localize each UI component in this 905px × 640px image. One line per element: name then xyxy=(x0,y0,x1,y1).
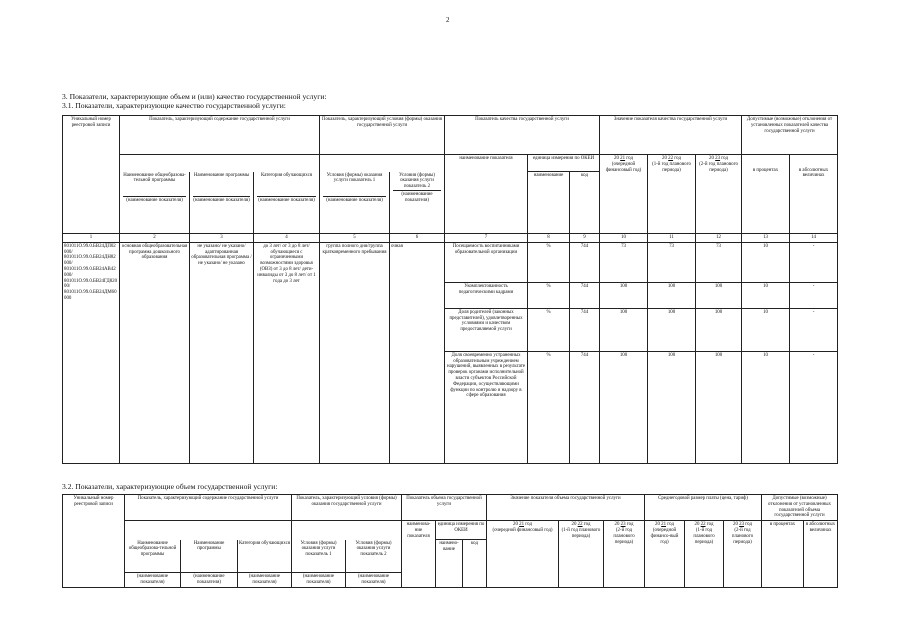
t2-header-volume: Показатель объема государственной услуги xyxy=(402,495,487,521)
table-row xyxy=(63,242,838,282)
section-3-1-title: 3.1. Показатели, характеризующие качество государственной услуги: xyxy=(62,101,286,110)
indicator-code: 744 xyxy=(570,351,600,463)
indicator-v2: 73 xyxy=(648,242,696,282)
t1-header-c5: Условия (формы) оказания услуги показатель 2 (наименование показателя) xyxy=(390,172,445,234)
indicator-unit: % xyxy=(528,308,570,351)
indicator-abs: - xyxy=(790,242,838,282)
indicator-abs: - xyxy=(790,351,838,463)
t2-header-v-year3: 20 23 год (2-й год планового периода) xyxy=(604,521,645,588)
t1-header-conditions: Показатель, характеризующий условия (формы) оказания государственной услуги xyxy=(320,116,445,155)
t2-header-c4: Условия (формы) оказания услуги показатель 1 xyxy=(292,540,346,573)
indicator-code: 744 xyxy=(570,282,600,308)
t1-header-abs: в абсолютных величинах xyxy=(790,155,838,234)
indicator-abs: - xyxy=(790,308,838,351)
t2-header-v-year1: 20 21 год (очередной финансовый год) xyxy=(487,521,559,588)
t2-pname-c4: (наименование показателя) xyxy=(292,573,346,588)
indicator-pct: 10 xyxy=(742,351,790,463)
t2-pname-c2: (наименование показателя) xyxy=(181,573,238,588)
t2-pname-c5: (наименование показателя) xyxy=(346,573,402,588)
t1-header-c1: Наименование общеобразова-тельной программы (наименование показателя) xyxy=(120,172,190,234)
indicator-v3: 73 xyxy=(696,242,742,282)
reg-number-cell: 801011О.99.0.БВ24ДП02000/ 801011О.99.0.БВ24ДН82000/ 801011О.99.0.БВ24АВ42000/ 801011О.99.0.БВ24ГД82000/ 801011О.99.0.БВ24ДМ60000 xyxy=(63,242,120,463)
t1-header-value: Значение показателя качества государственной услуги xyxy=(600,116,742,155)
quality-indicators-table xyxy=(62,115,838,464)
indicator-pct: 10 xyxy=(742,282,790,308)
indicator-name: Доля родителей (законных представителей), удовлетворенных условиями и качеством предоставляемой услуги xyxy=(445,308,528,351)
colnum: 3 xyxy=(190,234,254,243)
indicator-v2: 100 xyxy=(648,351,696,463)
indicator-v2: 100 xyxy=(648,282,696,308)
t1-header-year3: 20 23 год (2-й год планового периода) xyxy=(696,155,742,234)
colnum: 14 xyxy=(790,234,838,243)
colnum: 12 xyxy=(696,234,742,243)
t2-header-indicator-name: наименова-ние показателя xyxy=(402,521,436,588)
t1-header-unit: единица измерения по ОКЕИ xyxy=(528,155,600,172)
indicator-pct: 10 xyxy=(742,242,790,282)
t1-header-c2: Наименование программы (наименование показателя) xyxy=(190,172,254,234)
t1-header-deviation: Допустимые (возможные) отклонения от установленных показателей качества государственной услуги xyxy=(742,116,838,155)
colnum: 9 xyxy=(570,234,600,243)
t2-header-c5: Условия (формы) оказания услуги показатель 2 xyxy=(346,540,402,573)
indicator-v3: 100 xyxy=(696,282,742,308)
t2-header-unit-name: наимено-вание xyxy=(436,540,463,588)
t1-header-year2: 20 22 год (1-й год планового периода) xyxy=(648,155,696,234)
t2-header-unit: единица измерения по ОКЕИ xyxy=(436,521,487,540)
t2-header-deviation: Допустимые (возможные) отклонения от установленных показателей объема государственной услуги xyxy=(762,495,838,521)
indicator-name: Доля своевременно устраненных образовательным учреждением нарушений, выявленных в результате проверок органами исполнительной власти субъектов Российской Федерации, осуществляющими функции по контролю и надзору в сфере образования xyxy=(445,351,528,463)
t2-header-price: Среднегодовой размер платы (цена, тариф) xyxy=(645,495,762,521)
volume-indicators-table xyxy=(62,494,838,588)
colnum: 1 xyxy=(63,234,120,243)
t2-empty-cond xyxy=(292,521,402,540)
page-number: 2 xyxy=(446,16,450,24)
t2-header-p-year3: 20 23 год (2-й год планового периода) xyxy=(724,521,762,588)
t1-header-reg: Уникальный номер реестровой записи xyxy=(63,116,120,234)
t2-header-c1: Наименование общеобразова-тельной программы xyxy=(125,540,181,573)
colnum: 11 xyxy=(648,234,696,243)
t1-empty-cond xyxy=(320,155,445,172)
colnum: 6 xyxy=(390,234,445,243)
colnum: 4 xyxy=(254,234,320,243)
t1-header-content: Показатель, характеризующий содержание государственной услуги xyxy=(120,116,320,155)
t2-header-p-year1: 20 21 год (очередной финансо-вый год) xyxy=(645,521,685,588)
indicator-abs: - xyxy=(790,282,838,308)
t1-column-numbers xyxy=(63,234,838,243)
indicator-name: Посещаемость воспитанниками образовательной организации xyxy=(445,242,528,282)
t2-header-abs: в абсолютных величинах xyxy=(804,521,838,588)
t2-header-reg: Уникальный номер реестровой записи xyxy=(63,495,125,588)
section-3-title: 3. Показатели, характеризующие объем и (или) качество государственной услуги: xyxy=(62,92,327,101)
t1-header-unit-name: наименование xyxy=(528,172,570,234)
colnum: 13 xyxy=(742,234,790,243)
colnum: 2 xyxy=(120,234,190,243)
indicator-code: 744 xyxy=(570,308,600,351)
t1-header-pct: в процентах xyxy=(742,155,790,234)
indicator-v1: 100 xyxy=(600,282,648,308)
t2-header-pct: в процентах xyxy=(762,521,804,588)
indicator-v3: 100 xyxy=(696,308,742,351)
indicator-name: Укомплектованность педагогическими кадрами xyxy=(445,282,528,308)
indicator-unit: % xyxy=(528,351,570,463)
t1-empty-content xyxy=(120,155,320,172)
indicator-v1: 100 xyxy=(600,351,648,463)
t1-header-c4: Условия (формы) оказания услуги показатель 1 (наименование показателя) xyxy=(320,172,390,234)
colnum: 8 xyxy=(528,234,570,243)
indicator-v1: 73 xyxy=(600,242,648,282)
indicator-v1: 100 xyxy=(600,308,648,351)
indicator-unit: % xyxy=(528,242,570,282)
t1-header-quality: Показатель качества государственной услуги xyxy=(445,116,600,155)
colnum: 5 xyxy=(320,234,390,243)
t1-header-year1: 20 21 год (очередной финансовый год) xyxy=(600,155,648,234)
t2-header-value: Значение показателя объема государственной услуги xyxy=(487,495,645,521)
t2-header-conditions: Показатель, характеризующий условия (формы) оказания государственной услуги xyxy=(292,495,402,521)
section-3-2-title: 3.2. Показатели, характеризующие объем государственной услуги: xyxy=(62,482,278,491)
t1-header-indicator-name: наименование показателя xyxy=(445,155,528,234)
t2-pname-c3: (наименование показателя) xyxy=(238,573,292,588)
indicator-unit: % xyxy=(528,282,570,308)
indicator-pct: 10 xyxy=(742,308,790,351)
colnum: 7 xyxy=(445,234,528,243)
t2-header-c2: Наименование программы xyxy=(181,540,238,573)
t2-header-c3: Категория обучающихся xyxy=(238,540,292,573)
t2-header-v-year2: 20 22 год (1-й год планового периода) xyxy=(559,521,604,588)
condition1-cell: группа полного дня/группа кратковременного пребывания xyxy=(320,242,390,463)
program-cell: основная общеобразовательная программа дошкольного образования xyxy=(120,242,190,463)
indicator-code: 744 xyxy=(570,242,600,282)
t2-header-content: Показатель, характеризующий содержание государственной услуги xyxy=(125,495,292,521)
category-cell: до 3 лет/ от 3 до 8 лет/ обучающиеся с ограниченными возможностями здоровья (ОВЗ) от 3 до 8 лет/ дети-инвалиды от 3 до 8 лет/ от 1 года до 3 лет xyxy=(254,242,320,463)
t2-header-unit-code: код xyxy=(463,540,487,588)
t1-header-c3: Категория обучающихся (наименование показателя) xyxy=(254,172,320,234)
indicator-v2: 100 xyxy=(648,308,696,351)
t2-header-p-year2: 20 22 год (1-й год планового периода) xyxy=(685,521,724,588)
t2-pname-c1: (наименование показателя) xyxy=(125,573,181,588)
program2-cell: не указано/ не указано/ адаптированная образовательная программа /не указано/ не указано xyxy=(190,242,254,463)
colnum: 10 xyxy=(600,234,648,243)
t1-header-unit-code: код xyxy=(570,172,600,234)
indicator-v3: 100 xyxy=(696,351,742,463)
t2-empty-content xyxy=(125,521,292,540)
condition2-cell: очная xyxy=(390,242,445,463)
